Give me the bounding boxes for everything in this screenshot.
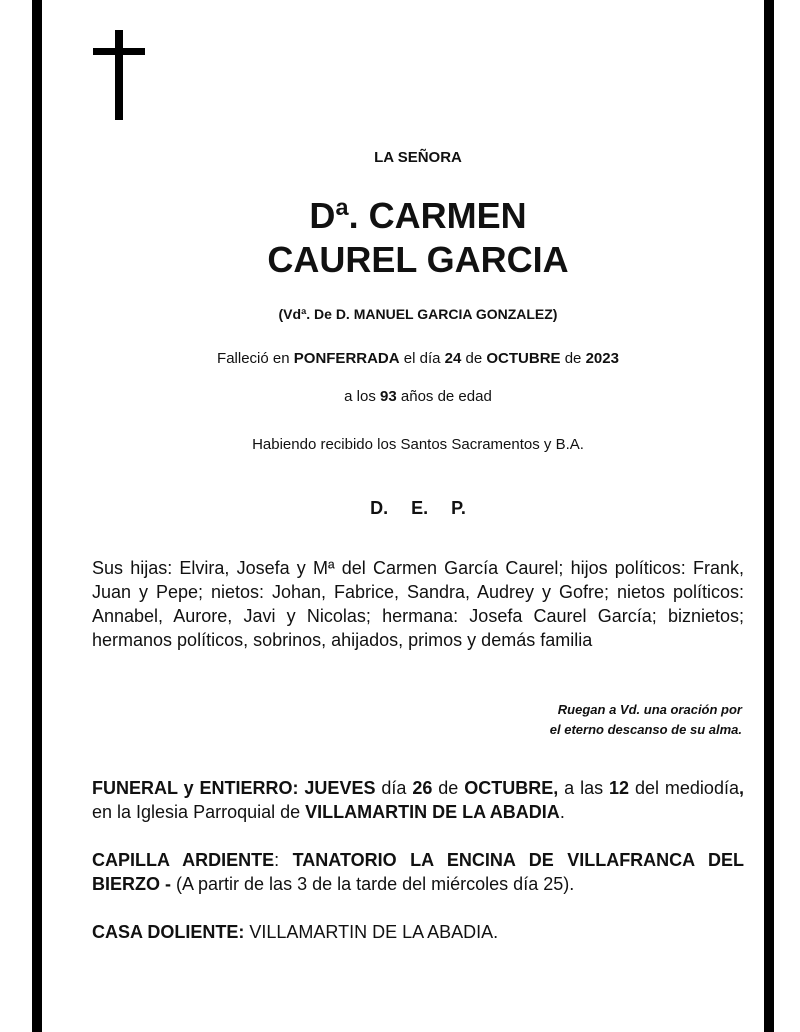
deceased-name <box>92 194 744 282</box>
dep-heading: D. E. P. <box>370 498 466 518</box>
family-paragraph: Sus hijas: Elvira, Josefa y Mª del Carmen García Caurel; hijos políticos: Frank, Juan y Pepe; nietos: Johan, Fabrice, Sandra, Audrey y Gofre; nietos políticos: Annabel, Aurore, Javi y Nicolas; hermana: Josefa Caurel García; biznietos; hermanos políticos, sobrinos, ahijados, primos y demás familia <box>92 558 744 650</box>
widow-of: (Vdª. De D. MANUEL GARCIA GONZALEZ) <box>278 306 558 322</box>
name-line-1: Dª. CARMEN <box>309 195 527 236</box>
prayer-note: Ruegan a Vd. una oración por el eterno descanso de su alma. <box>549 702 742 737</box>
name-line-2: CAUREL GARCIA <box>267 239 569 280</box>
cross-icon <box>93 30 145 120</box>
house-paragraph: CASA DOLIENTE: VILLAMARTIN DE LA ABADIA. <box>92 922 499 942</box>
sacraments-line: Habiendo recibido los Santos Sacramentos y B.A. <box>252 436 584 453</box>
age-line: a los 93 años de edad <box>344 388 492 405</box>
left-border <box>32 0 42 1032</box>
death-line: Falleció en PONFERRADA el día 24 de OCTUBRE de 2023 <box>217 350 619 367</box>
right-border <box>764 0 774 1032</box>
title-small: LA SEÑORA <box>374 149 462 166</box>
chapel-paragraph: CAPILLA ARDIENTE: TANATORIO LA ENCINA DE VILLAFRANCA DEL BIERZO - (A partir de las 3 de la tarde del miércoles día 25). <box>92 850 744 894</box>
funeral-paragraph: FUNERAL y ENTIERRO: JUEVES día 26 de OCTUBRE, a las 12 del mediodía, en la Iglesia Parroquial de VILLAMARTIN DE LA ABADIA. <box>92 778 744 822</box>
